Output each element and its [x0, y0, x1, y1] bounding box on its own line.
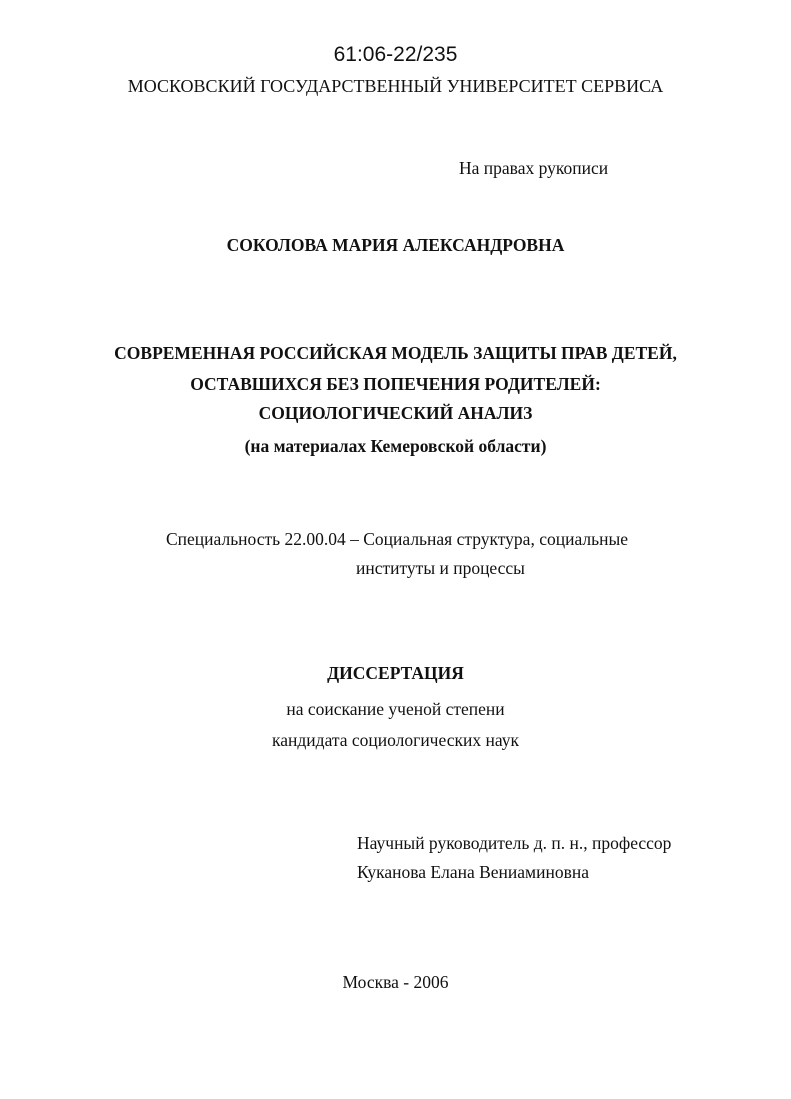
supervisor-line-1: Научный руководитель д. п. н., профессор — [357, 833, 672, 853]
specialty-line-2: институты и процессы — [356, 558, 525, 578]
place-year: Москва - 2006 — [342, 972, 449, 992]
archive-code: 61:06-22/235 — [333, 43, 458, 66]
supervisor-line-2: Куканова Елана Вениаминовна — [357, 862, 589, 882]
subtitle: (на материалах Кемеровской области) — [244, 436, 547, 456]
author-name: СОКОЛОВА МАРИЯ АЛЕКСАНДРОВНА — [226, 235, 565, 255]
manuscript-note: На правах рукописи — [459, 158, 609, 178]
title-line-2: ОСТАВШИХСЯ БЕЗ ПОПЕЧЕНИЯ РОДИТЕЛЕЙ: — [190, 374, 601, 394]
institution: МОСКОВСКИЙ ГОСУДАРСТВЕННЫЙ УНИВЕРСИТЕТ СЕРВИСА — [127, 76, 664, 96]
degree-line-2: кандидата социологических наук — [272, 730, 519, 750]
title-line-1: СОВРЕМЕННАЯ РОССИЙСКАЯ МОДЕЛЬ ЗАЩИТЫ ПРАВ ДЕТЕЙ, — [114, 343, 677, 363]
specialty-line-1: Специальность 22.00.04 – Социальная структура, социальные — [166, 529, 628, 549]
title-line-3: СОЦИОЛОГИЧЕСКИЙ АНАЛИЗ — [258, 403, 533, 423]
degree-line-1: на соискание ученой степени — [286, 699, 505, 719]
document-type: ДИССЕРТАЦИЯ — [327, 663, 464, 683]
